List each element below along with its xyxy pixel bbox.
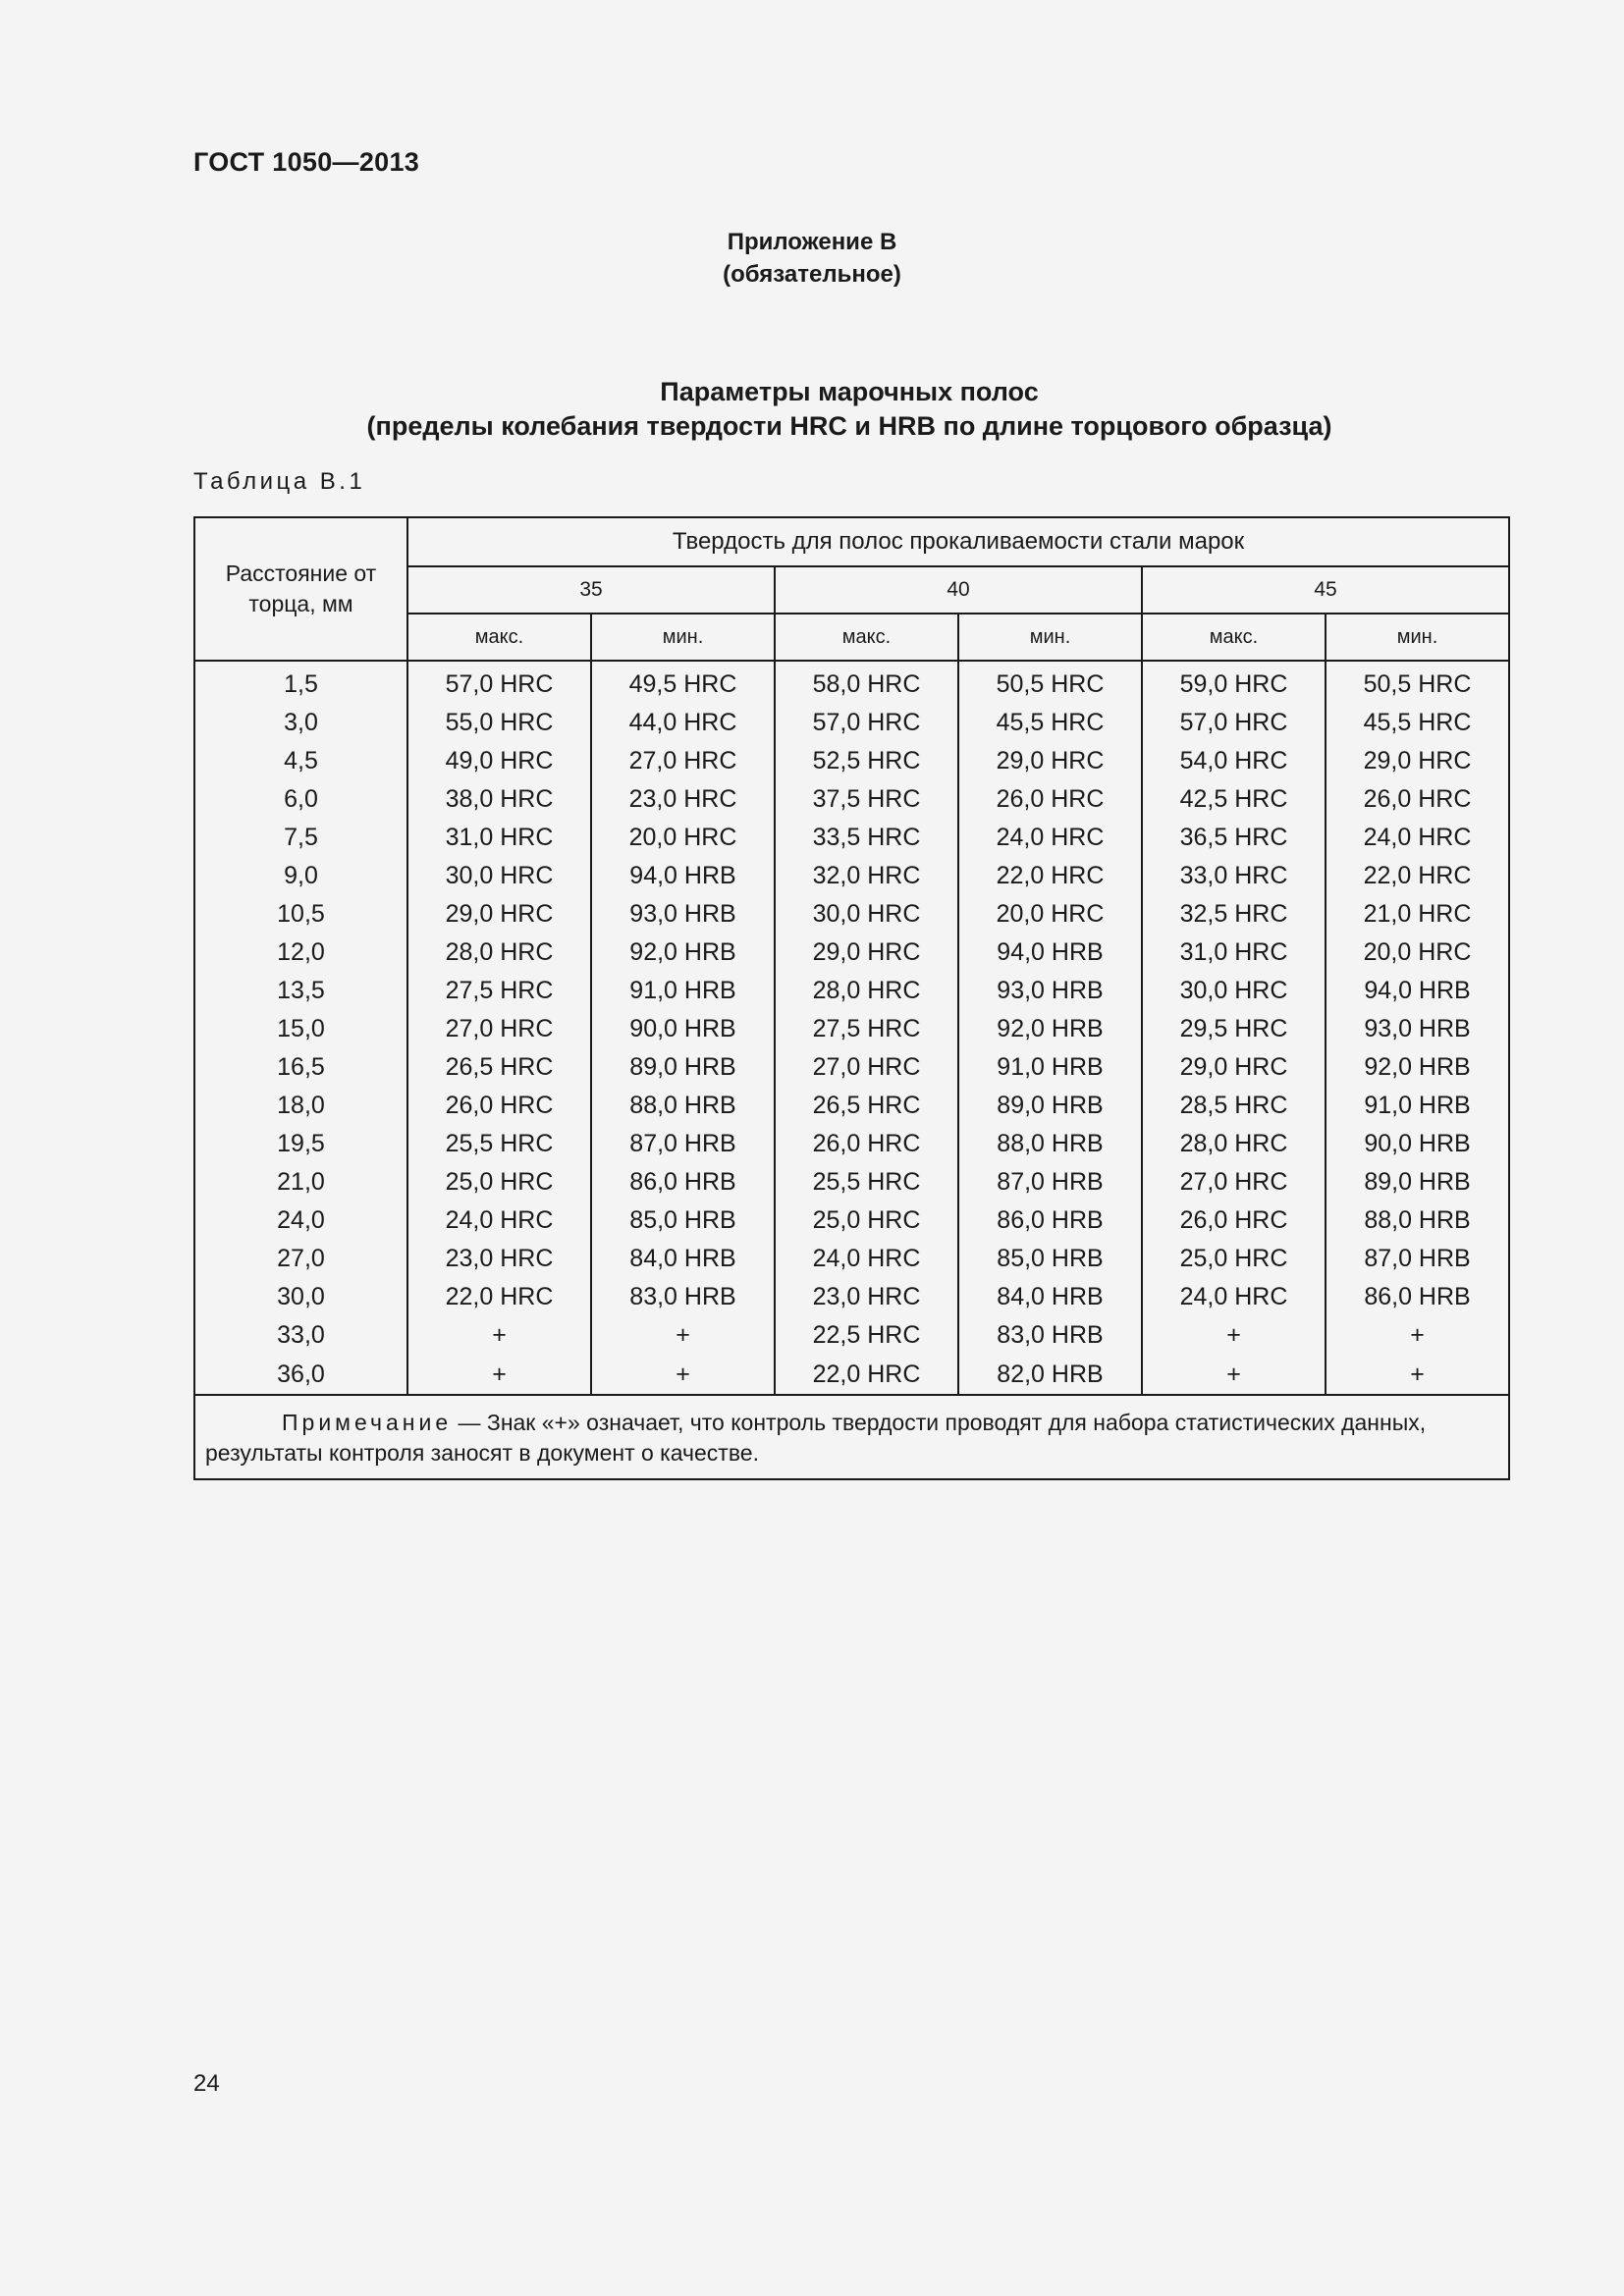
- hardness-cell: +: [407, 1355, 591, 1395]
- hardness-cell: 25,5 HRC: [407, 1125, 591, 1163]
- distance-cell: 36,0: [194, 1355, 407, 1395]
- hardness-cell: 26,0 HRC: [1326, 780, 1509, 819]
- hardness-cell: 57,0 HRC: [1142, 704, 1326, 742]
- distance-cell: 24,0: [194, 1201, 407, 1240]
- hardness-cell: 52,5 HRC: [775, 742, 958, 780]
- hardness-cell: 25,0 HRC: [407, 1163, 591, 1201]
- distance-cell: 10,5: [194, 895, 407, 934]
- hardness-cell: 31,0 HRC: [1142, 934, 1326, 972]
- hardness-cell: 84,0 HRB: [591, 1240, 775, 1278]
- hardness-cell: 21,0 HRC: [1326, 895, 1509, 934]
- hardness-cell: 92,0 HRB: [958, 1010, 1142, 1048]
- hardness-cell: 32,0 HRC: [775, 857, 958, 895]
- hardness-cell: 27,0 HRC: [591, 742, 775, 780]
- hardness-cell: 50,5 HRC: [958, 666, 1142, 704]
- hardness-cell: 38,0 HRC: [407, 780, 591, 819]
- hardness-cell: 28,5 HRC: [1142, 1087, 1326, 1125]
- hardness-cell: 22,0 HRC: [407, 1278, 591, 1316]
- distance-cell: 6,0: [194, 780, 407, 819]
- hardness-cell: 83,0 HRB: [958, 1316, 1142, 1355]
- hardness-cell: 90,0 HRB: [591, 1010, 775, 1048]
- distance-cell: 27,0: [194, 1240, 407, 1278]
- hardness-cell: 57,0 HRC: [775, 704, 958, 742]
- hardness-cell: 30,0 HRC: [775, 895, 958, 934]
- hardness-cell: +: [1142, 1316, 1326, 1355]
- hardness-cell: 93,0 HRB: [958, 972, 1142, 1010]
- hardness-cell: 86,0 HRB: [591, 1163, 775, 1201]
- hardness-cell: 87,0 HRB: [591, 1125, 775, 1163]
- hardness-cell: 22,0 HRC: [1326, 857, 1509, 895]
- hardness-cell: 88,0 HRB: [1326, 1201, 1509, 1240]
- header-max: макс.: [1142, 614, 1326, 661]
- distance-cell: 18,0: [194, 1087, 407, 1125]
- hardness-cell: 24,0 HRC: [1142, 1278, 1326, 1316]
- distance-cell: 16,5: [194, 1048, 407, 1087]
- hardness-cell: +: [407, 1316, 591, 1355]
- page-number: 24: [193, 2070, 220, 2097]
- hardness-cell: 30,0 HRC: [1142, 972, 1326, 1010]
- appendix-title: Приложение В: [727, 229, 897, 255]
- table-row: [194, 704, 1509, 742]
- table-title-line2: (пределы колебания твердости HRC и HRB по длине торцового образца): [366, 411, 1332, 441]
- hardness-cell: 57,0 HRC: [407, 666, 591, 704]
- distance-cell: 12,0: [194, 934, 407, 972]
- hardness-cell: 27,5 HRC: [775, 1010, 958, 1048]
- table-row: [194, 934, 1509, 972]
- hardness-cell: 32,5 HRC: [1142, 895, 1326, 934]
- hardness-cell: 29,5 HRC: [1142, 1010, 1326, 1048]
- hardness-cell: +: [1142, 1355, 1326, 1395]
- header-grade-40: 40: [775, 566, 1142, 614]
- header-min: мин.: [1326, 614, 1509, 661]
- header-max: макс.: [775, 614, 958, 661]
- distance-cell: 13,5: [194, 972, 407, 1010]
- hardness-cell: 86,0 HRB: [1326, 1278, 1509, 1316]
- table-title: [0, 375, 1624, 444]
- table-row: [194, 1087, 1509, 1125]
- hardness-cell: 44,0 HRC: [591, 704, 775, 742]
- hardness-cell: 29,0 HRC: [958, 742, 1142, 780]
- distance-cell: 33,0: [194, 1316, 407, 1355]
- header-max: макс.: [407, 614, 591, 661]
- hardness-cell: 92,0 HRB: [1326, 1048, 1509, 1087]
- distance-cell: 3,0: [194, 704, 407, 742]
- hardness-cell: 50,5 HRC: [1326, 666, 1509, 704]
- hardness-cell: 55,0 HRC: [407, 704, 591, 742]
- distance-cell: 30,0: [194, 1278, 407, 1316]
- hardness-cell: 45,5 HRC: [1326, 704, 1509, 742]
- table-row: [194, 1355, 1509, 1395]
- hardness-cell: 26,5 HRC: [775, 1087, 958, 1125]
- hardness-cell: 24,0 HRC: [775, 1240, 958, 1278]
- header-min: мин.: [591, 614, 775, 661]
- hardness-cell: 27,0 HRC: [1142, 1163, 1326, 1201]
- hardness-cell: 26,0 HRC: [958, 780, 1142, 819]
- table-label: Таблица В.1: [193, 468, 366, 495]
- hardness-cell: 49,0 HRC: [407, 742, 591, 780]
- hardness-cell: 29,0 HRC: [1142, 1048, 1326, 1087]
- hardness-cell: +: [591, 1355, 775, 1395]
- hardness-cell: 33,0 HRC: [1142, 857, 1326, 895]
- note-text: — Знак «+» означает, что контроль твердости проводят для набора статистических данных, результаты контроля заносят в документ о качестве.: [205, 1410, 1427, 1466]
- hardness-cell: 20,0 HRC: [958, 895, 1142, 934]
- table-row: [194, 1125, 1509, 1163]
- hardness-cell: 45,5 HRC: [958, 704, 1142, 742]
- hardness-cell: 87,0 HRB: [1326, 1240, 1509, 1278]
- table-row: [194, 1048, 1509, 1087]
- hardness-cell: +: [1326, 1355, 1509, 1395]
- table-row: [194, 819, 1509, 857]
- table-row: [194, 780, 1509, 819]
- table-row: [194, 1163, 1509, 1201]
- distance-cell: 15,0: [194, 1010, 407, 1048]
- hardness-cell: 93,0 HRB: [1326, 1010, 1509, 1048]
- hardness-cell: 92,0 HRB: [591, 934, 775, 972]
- hardness-cell: 83,0 HRB: [591, 1278, 775, 1316]
- hardness-cell: 91,0 HRB: [591, 972, 775, 1010]
- hardness-cell: 94,0 HRB: [958, 934, 1142, 972]
- hardness-cell: +: [1326, 1316, 1509, 1355]
- hardness-cell: 82,0 HRB: [958, 1355, 1142, 1395]
- table-title-line1: Параметры марочных полос: [660, 377, 1039, 406]
- distance-cell: 1,5: [194, 666, 407, 704]
- table-row: [194, 1278, 1509, 1316]
- hardness-cell: 59,0 HRC: [1142, 666, 1326, 704]
- hardness-cell: 27,0 HRC: [407, 1010, 591, 1048]
- hardness-cell: 89,0 HRB: [591, 1048, 775, 1087]
- header-min: мин.: [958, 614, 1142, 661]
- document-code: ГОСТ 1050—2013: [193, 147, 420, 177]
- hardness-cell: 58,0 HRC: [775, 666, 958, 704]
- header-hardness: Твердость для полос прокаливаемости стали марок: [407, 517, 1509, 566]
- table-row: [194, 742, 1509, 780]
- hardness-cell: 22,0 HRC: [958, 857, 1142, 895]
- hardness-cell: 28,0 HRC: [775, 972, 958, 1010]
- hardness-cell: 26,0 HRC: [775, 1125, 958, 1163]
- header-distance: Расстояние от торца, мм: [194, 517, 407, 661]
- hardness-cell: 42,5 HRC: [1142, 780, 1326, 819]
- header-grade-45: 45: [1142, 566, 1509, 614]
- hardness-cell: 93,0 HRB: [591, 895, 775, 934]
- hardness-cell: 25,0 HRC: [1142, 1240, 1326, 1278]
- hardness-cell: 36,5 HRC: [1142, 819, 1326, 857]
- hardness-cell: 84,0 HRB: [958, 1278, 1142, 1316]
- distance-cell: 4,5: [194, 742, 407, 780]
- hardness-cell: 27,5 HRC: [407, 972, 591, 1010]
- hardness-cell: 89,0 HRB: [958, 1087, 1142, 1125]
- table-row: [194, 1010, 1509, 1048]
- table-body: [194, 666, 1509, 1395]
- table-row: [194, 1240, 1509, 1278]
- hardness-cell: 94,0 HRB: [591, 857, 775, 895]
- hardness-cell: 29,0 HRC: [1326, 742, 1509, 780]
- hardness-cell: 26,0 HRC: [407, 1087, 591, 1125]
- hardness-cell: 86,0 HRB: [958, 1201, 1142, 1240]
- distance-cell: 19,5: [194, 1125, 407, 1163]
- hardness-cell: 88,0 HRB: [958, 1125, 1142, 1163]
- table-note: [194, 1395, 1509, 1479]
- hardness-cell: 25,5 HRC: [775, 1163, 958, 1201]
- hardness-cell: 28,0 HRC: [1142, 1125, 1326, 1163]
- hardness-cell: 20,0 HRC: [591, 819, 775, 857]
- hardness-cell: 24,0 HRC: [407, 1201, 591, 1240]
- hardness-cell: 91,0 HRB: [1326, 1087, 1509, 1125]
- hardness-cell: 29,0 HRC: [775, 934, 958, 972]
- hardness-cell: 49,5 HRC: [591, 666, 775, 704]
- hardness-cell: 24,0 HRC: [958, 819, 1142, 857]
- hardness-cell: 26,0 HRC: [1142, 1201, 1326, 1240]
- hardness-cell: 22,0 HRC: [775, 1355, 958, 1395]
- table-row: [194, 1316, 1509, 1355]
- hardness-cell: 54,0 HRC: [1142, 742, 1326, 780]
- appendix-heading: [0, 226, 1624, 291]
- distance-cell: 9,0: [194, 857, 407, 895]
- hardness-cell: 33,5 HRC: [775, 819, 958, 857]
- hardness-cell: 85,0 HRB: [958, 1240, 1142, 1278]
- hardness-cell: 23,0 HRC: [775, 1278, 958, 1316]
- hardness-cell: 85,0 HRB: [591, 1201, 775, 1240]
- hardness-cell: 22,5 HRC: [775, 1316, 958, 1355]
- distance-cell: 7,5: [194, 819, 407, 857]
- hardness-cell: 23,0 HRC: [591, 780, 775, 819]
- hardness-cell: 28,0 HRC: [407, 934, 591, 972]
- hardness-cell: 90,0 HRB: [1326, 1125, 1509, 1163]
- hardness-cell: 87,0 HRB: [958, 1163, 1142, 1201]
- hardness-cell: 30,0 HRC: [407, 857, 591, 895]
- distance-cell: 21,0: [194, 1163, 407, 1201]
- hardness-cell: 27,0 HRC: [775, 1048, 958, 1087]
- header-grade-35: 35: [407, 566, 775, 614]
- hardness-cell: 26,5 HRC: [407, 1048, 591, 1087]
- table-row: [194, 857, 1509, 895]
- appendix-status: (обязательное): [723, 261, 901, 288]
- hardness-cell: 23,0 HRC: [407, 1240, 591, 1278]
- table-row: [194, 895, 1509, 934]
- note-label: Примечание: [282, 1410, 453, 1435]
- hardness-cell: 94,0 HRB: [1326, 972, 1509, 1010]
- hardness-cell: 24,0 HRC: [1326, 819, 1509, 857]
- table-row: [194, 972, 1509, 1010]
- hardness-table: [193, 516, 1510, 1480]
- hardness-cell: +: [591, 1316, 775, 1355]
- hardness-cell: 31,0 HRC: [407, 819, 591, 857]
- hardness-cell: 29,0 HRC: [407, 895, 591, 934]
- table-row: [194, 666, 1509, 704]
- table-row: [194, 1201, 1509, 1240]
- hardness-cell: 37,5 HRC: [775, 780, 958, 819]
- hardness-cell: 25,0 HRC: [775, 1201, 958, 1240]
- hardness-cell: 89,0 HRB: [1326, 1163, 1509, 1201]
- hardness-cell: 88,0 HRB: [591, 1087, 775, 1125]
- hardness-cell: 20,0 HRC: [1326, 934, 1509, 972]
- hardness-cell: 91,0 HRB: [958, 1048, 1142, 1087]
